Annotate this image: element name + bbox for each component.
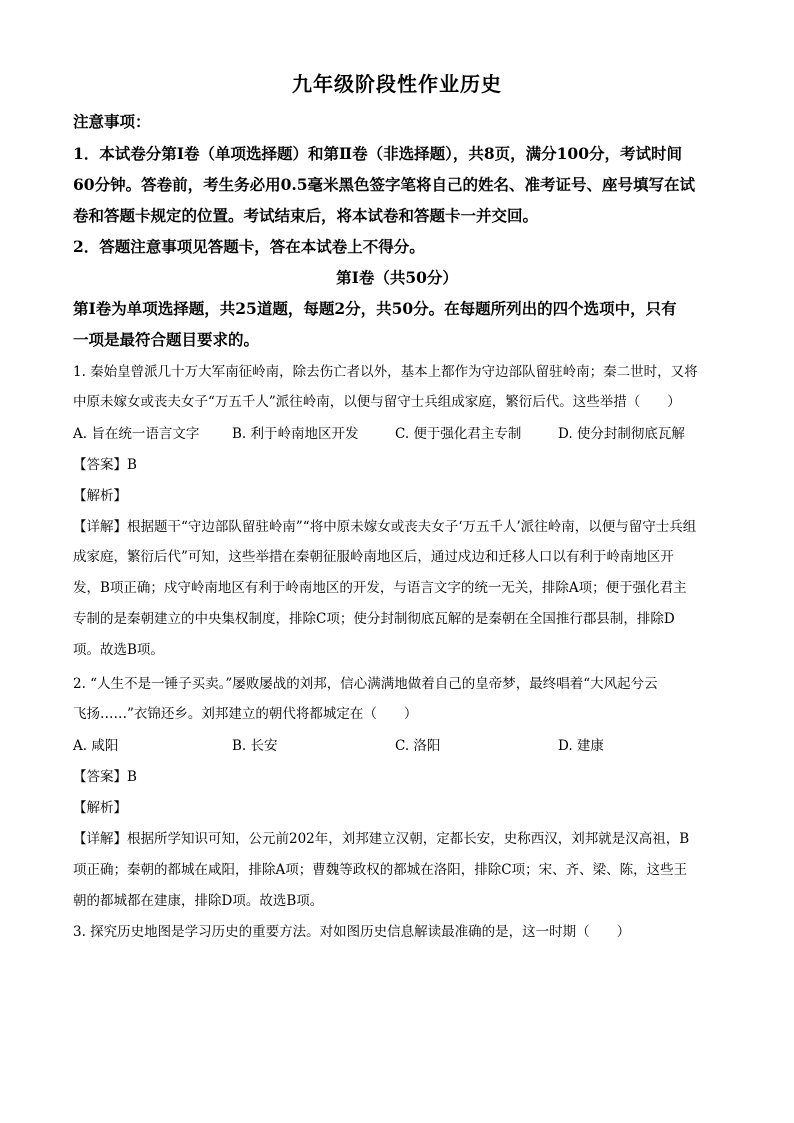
q1-detail-5: 项。故选B项。 <box>73 642 164 658</box>
q1-option-a[interactable]: A. 旨在统一语言文字 <box>73 426 200 442</box>
q2-answer: 【答案】B <box>73 769 137 785</box>
q2-detail-3: 朝的都城都在建康，排除D项。故选B项。 <box>73 893 324 909</box>
notes-line-3: 卷和答题卡规定的位置。考试结束后，将本试卷和答题卡一并交回。 <box>73 206 539 225</box>
q2-stem-1: 2. “人生不是一锤子买卖。”屡败屡战的刘邦，信心满满地做着自己的皇帝梦，最终唱着“大风起兮云 <box>73 676 658 692</box>
section-desc-2: 一项是最符合题目要求的。 <box>73 330 260 349</box>
q1-stem-2: 中原未嫁女或丧夫女子“万五千人”派往岭南，以便与留守士兵组成家庭，繁衍后代。这些举措（ ） <box>73 394 681 410</box>
q2-stem-2: 飞扬……”衣锦还乡。刘邦建立的朝代将都城定在（ ） <box>73 706 418 722</box>
q2-detail-2: 项正确；秦朝的都城在咸阳，排除A项；曹魏等政权的都城在洛阳，排除C项；宋、齐、梁、陈，这些王 <box>73 862 688 878</box>
notes-heading: 注意事项： <box>73 112 151 131</box>
section-heading: 第Ⅰ卷（共50分） <box>336 268 458 287</box>
page-title: 九年级阶段性作业历史 <box>292 72 502 96</box>
q2-options <box>73 734 733 754</box>
q1-detail-2: 成家庭，繁衍后代”可知，这些举措在秦朝征服岭南地区后，通过戍边和迁移人口以有利于岭南地区开 <box>73 549 674 565</box>
q1-option-d[interactable]: D. 使分封制彻底瓦解 <box>558 426 685 442</box>
notes-line-2: 60分钟。答卷前，考生务必用0.5毫米黑色签字笔将自己的姓名、准考证号、座号填写在试 <box>73 175 696 194</box>
q1-detail-1: 【详解】根据题干“守边部队留驻岭南”“将中原未嫁女或丧夫女子‘万五千人’派往岭南，以便与留守士兵组 <box>73 519 697 535</box>
section-desc-1: 第Ⅰ卷为单项选择题，共25道题，每题2分，共50分。在每题所列出的四个选项中，只有 <box>73 299 677 318</box>
notes-line-4: 2．答题注意事项见答题卡，答在本试卷上不得分。 <box>73 237 425 256</box>
notes-line-1: 1．本试卷分第Ⅰ卷（单项选择题）和第Ⅱ卷（非选择题），共8页，满分100分，考试时间 <box>73 144 682 163</box>
q2-option-b[interactable]: B. 长安 <box>232 738 278 754</box>
q1-detail-3: 发，B项正确；戍守岭南地区有利于岭南地区的开发，与语言文字的统一无关，排除A项；便于强化君主 <box>73 580 687 596</box>
q1-stem-1: 1. 秦始皇曾派几十万大军南征岭南，除去伤亡者以外，基本上都作为守边部队留驻岭南；秦二世时，又将 <box>73 364 698 380</box>
q3-stem-1: 3. 探究历史地图是学习历史的重要方法。对如图历史信息解读最准确的是，这一时期（ ） <box>73 924 631 940</box>
q2-option-a[interactable]: A. 咸阳 <box>73 738 119 754</box>
q1-detail-4: 专制的是秦朝建立的中央集权制度，排除C项；使分封制彻底瓦解的是秦朝在全国推行郡县制，排除D <box>73 611 675 627</box>
q1-answer: 【答案】B <box>73 457 137 473</box>
q1-options <box>73 422 733 442</box>
q1-analysis-label: 【解析】 <box>73 488 127 504</box>
q2-option-d[interactable]: D. 建康 <box>558 738 604 754</box>
q2-option-c[interactable]: C. 洛阳 <box>395 738 441 754</box>
q2-detail-1: 【详解】根据所学知识可知，公元前202年，刘邦建立汉朝，定都长安，史称西汉，刘邦就是汉高祖，B <box>73 831 690 847</box>
q1-option-c[interactable]: C. 便于强化君主专制 <box>395 426 522 442</box>
q1-option-b[interactable]: B. 利于岭南地区开发 <box>232 426 359 442</box>
q2-analysis-label: 【解析】 <box>73 800 127 816</box>
